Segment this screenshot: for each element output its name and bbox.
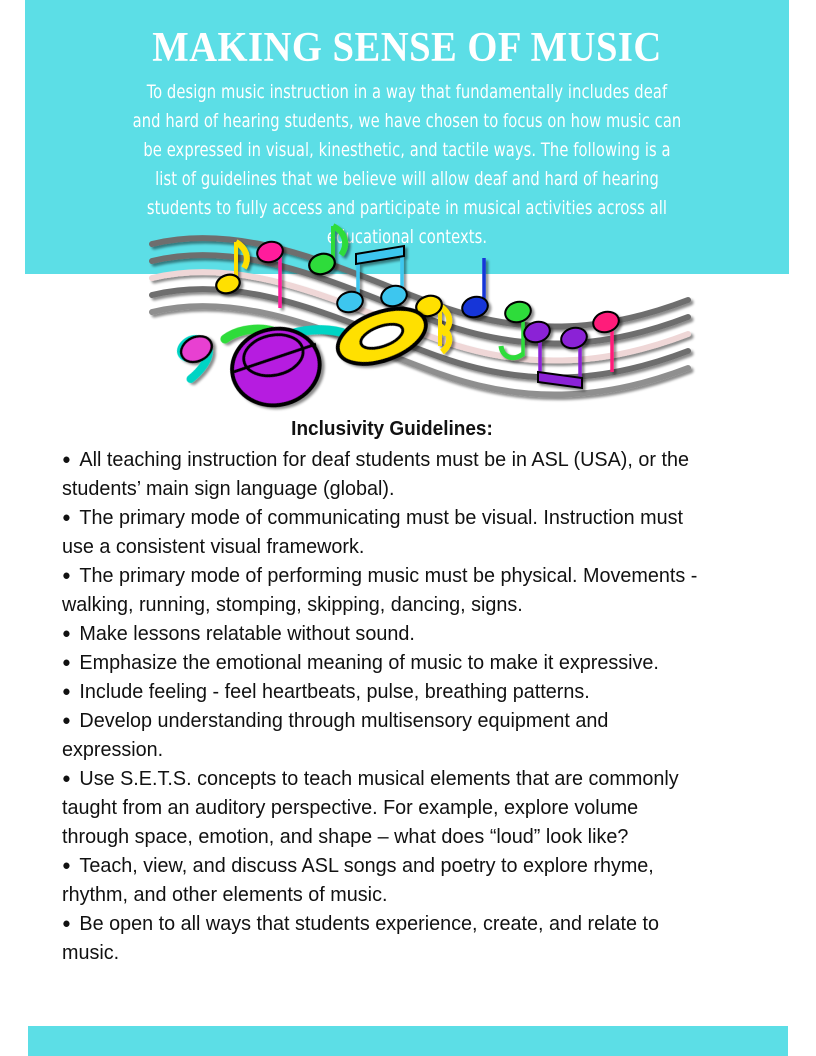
bullet-icon: ● bbox=[62, 509, 71, 526]
footer-banner bbox=[28, 1026, 788, 1056]
guideline-item bbox=[62, 764, 699, 851]
page-title: MAKING SENSE OF MUSIC bbox=[152, 25, 662, 71]
guideline-item bbox=[62, 619, 699, 648]
guideline-item bbox=[62, 851, 699, 909]
guideline-text: Be open to all ways that students experience, create, and relate to music. bbox=[62, 912, 659, 964]
bullet-icon: ● bbox=[62, 567, 71, 584]
guideline-item bbox=[62, 648, 699, 677]
guideline-text: Teach, view, and discuss ASL songs and poetry to explore rhyme, rhythm, and other elements of music. bbox=[62, 854, 654, 906]
guideline-item bbox=[62, 677, 699, 706]
guideline-text: The primary mode of communicating must be visual. Instruction must use a consistent visual framework. bbox=[62, 506, 684, 558]
guideline-text: Use S.E.T.S. concepts to teach musical elements that are commonly taught from an auditory perspective. For example, explore volume through space, emotion, and shape – what does “loud” look like? bbox=[62, 767, 679, 848]
guideline-item bbox=[62, 445, 699, 503]
music-staff-illustration bbox=[140, 222, 700, 418]
guideline-text: Include feeling - feel heartbeats, pulse, breathing patterns. bbox=[79, 680, 590, 703]
guideline-item bbox=[62, 561, 699, 619]
guideline-text: Develop understanding through multisensory equipment and expression. bbox=[62, 709, 609, 761]
guideline-item bbox=[62, 706, 699, 764]
guideline-text: Emphasize the emotional meaning of music to make it expressive. bbox=[79, 651, 659, 674]
guideline-item bbox=[62, 909, 699, 967]
bullet-icon: ● bbox=[62, 451, 71, 468]
guidelines-list bbox=[62, 445, 722, 967]
guideline-item bbox=[62, 503, 699, 561]
bullet-icon: ● bbox=[62, 654, 71, 671]
bullet-icon: ● bbox=[62, 625, 71, 642]
body-content bbox=[62, 416, 722, 967]
bullet-icon: ● bbox=[62, 770, 71, 787]
header-subtitle: To design music instruction in a way that fundamentally includes deaf and hard of hearing students, we have chosen to focus on how music can be expressed in visual, kinesthetic, and tactile ways. The following is a list of guidelines that we believe will allow deaf and hard of hearing students to fully access and participate in musical activities across all educational contexts. bbox=[132, 81, 682, 248]
bullet-icon: ● bbox=[62, 683, 71, 700]
guideline-text: The primary mode of performing music must be physical. Movements - walking, running, stomping, skipping, dancing, signs. bbox=[62, 564, 698, 616]
guidelines-heading: Inclusivity Guidelines: bbox=[291, 418, 493, 440]
bullet-icon: ● bbox=[62, 857, 71, 874]
guideline-text: Make lessons relatable without sound. bbox=[79, 622, 415, 645]
bullet-icon: ● bbox=[62, 712, 71, 729]
guideline-text: All teaching instruction for deaf students must be in ASL (USA), or the students’ main sign language (global). bbox=[62, 448, 689, 500]
bullet-icon: ● bbox=[62, 915, 71, 932]
